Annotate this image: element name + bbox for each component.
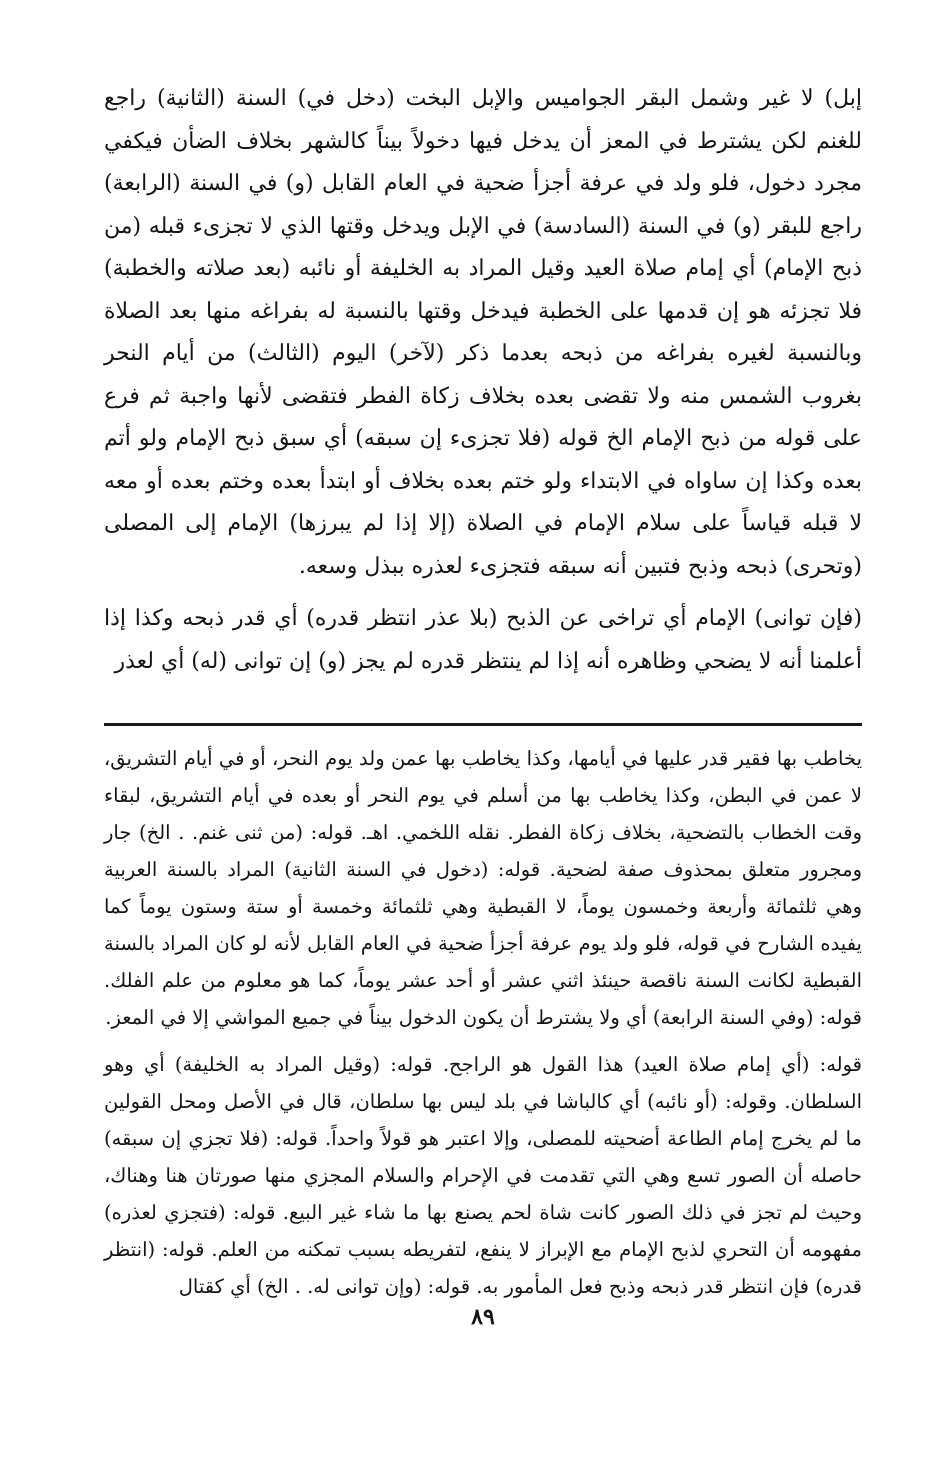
main-paragraph-2: (فإن توانى) الإمام أي تراخى عن الذبح (بلا عذر انتظر قدره) أي قدر ذبحه وكذا إذا أعلمنا أنه لا يضحي وظاهره أنه إذا لم ينتظر قدره لم يجز (و) إن توانى (له) أي لعذر [104,606,862,674]
footnotes-block [104,740,862,1305]
main-paragraph-1: إبل) لا غير وشمل البقر الجواميس والإبل البخت (دخل في) السنة (الثانية) راجع للغنم لكن يشترط في المعز أن يدخل فيها دخولاً بيناً كالشهر بخلاف الضأن فيكفي مجرد دخول، فلو ولد في عرفة أجزأ ضحية في العام القابل (و) في السنة (الرابعة) راجع للبقر (و) في السنة (السادسة) في الإبل ويدخل وقتها الذي لا تجزىء قبله (من ذبح الإمام) أي إمام صلاة العيد وقيل المراد به الخليفة أو نائبه (بعد صلاته والخطبة) فلا تجزئه هو إن قدمها على الخطبة فيدخل وقتها بالنسبة له بفراغه منها بعد الصلاة وبالنسبة لغيره بفراغه من ذبحه بعدما ذكر (لآخر) اليوم (الثالث) من أيام النحر بغروب الشمس منه ولا تقضى بعده بخلاف زكاة الفطر فتقضى لأنها واجبة ثم فرع على قوله من ذبح الإمام الخ قوله (فلا تجزىء إن سبقه) أي سبق ذبح الإمام ولو أتم بعده وكذا إن ساواه في الابتداء ولو ختم بعده بخلاف أو ابتدأ بعده وختم بعده أو معه لا قبله قياساً على سلام الإمام في الصلاة (إلا إذا لم يبرزها) الإمام إلى المصلى (وتحرى) ذبحه وذبح فتبين أنه سبقه فتجزىء لعذره ببذل وسعه. [104,86,862,579]
page-number: ٨٩ [471,1304,495,1330]
footnote-divider [104,723,862,726]
book-page [104,78,862,1458]
main-text-block [104,78,862,683]
footnote-paragraph-1: يخاطب بها فقير قدر عليها في أيامها، وكذا يخاطب بها عمن ولد يوم النحر، أو في أيام التشريق، لا عمن في البطن، وكذا يخاطب بها من أسلم في يوم النحر أو بعده في أيام التشريق، لبقاء وقت الخطاب بالتضحية، بخلاف زكاة الفطر. نقله اللخمي. اهـ. قوله: (من ثنى غنم. . الخ) جار ومجرور متعلق بمحذوف صفة لضحية. قوله: (دخول في السنة الثانية) المراد بالسنة العربية وهي ثلثمائة وأربعة وخمسون يوماً، لا القبطية وهي ثلثمائة وخمسة أو ستة وستون يوماً كما يفيده الشارح في قوله، فلو ولد يوم عرفة أجزأ ضحية في العام القابل لأنه لو كان المراد بالسنة القبطية لكانت السنة ناقصة حينئذ اثني عشر أو أحد عشر يوماً، كما هو معلوم من علم الفلك. قوله: (وفي السنة الرابعة) أي ولا يشترط أن يكون الدخول بيناً في جميع المواشي إلا في المعز. [104,747,862,1029]
footnote-paragraph-2: قوله: (أي إمام صلاة العيد) هذا القول هو الراجح. قوله: (وقيل المراد به الخليفة) أي وهو السلطان. وقوله: (أو نائبه) أي كالباشا في بلد ليس بها سلطان، قال في الأصل ومحل القولين ما لم يخرج إمام الطاعة أضحيته للمصلى، وإلا اعتبر هو قولاً واحداً. قوله: (فلا تجزي إن سبقه) حاصله أن الصور تسع وهي التي تقدمت في الإحرام والسلام المجزي منها صورتان هنا وهناك، وحيث لم تجز في ذلك الصور كانت شاة لحم يصنع بها ما شاء غير البيع. قوله: (فتجزي لعذره) مفهومه أن التحري لذبح الإمام مع الإبراز لا ينفع، لتفريطه بسبب تمكنه من العلم. قوله: (انتظر قدره) فإن انتظر قدر ذبحه وذبح فعل المأمور به. قوله: (وإن توانى له. . الخ) أي كقتال [104,1053,862,1298]
